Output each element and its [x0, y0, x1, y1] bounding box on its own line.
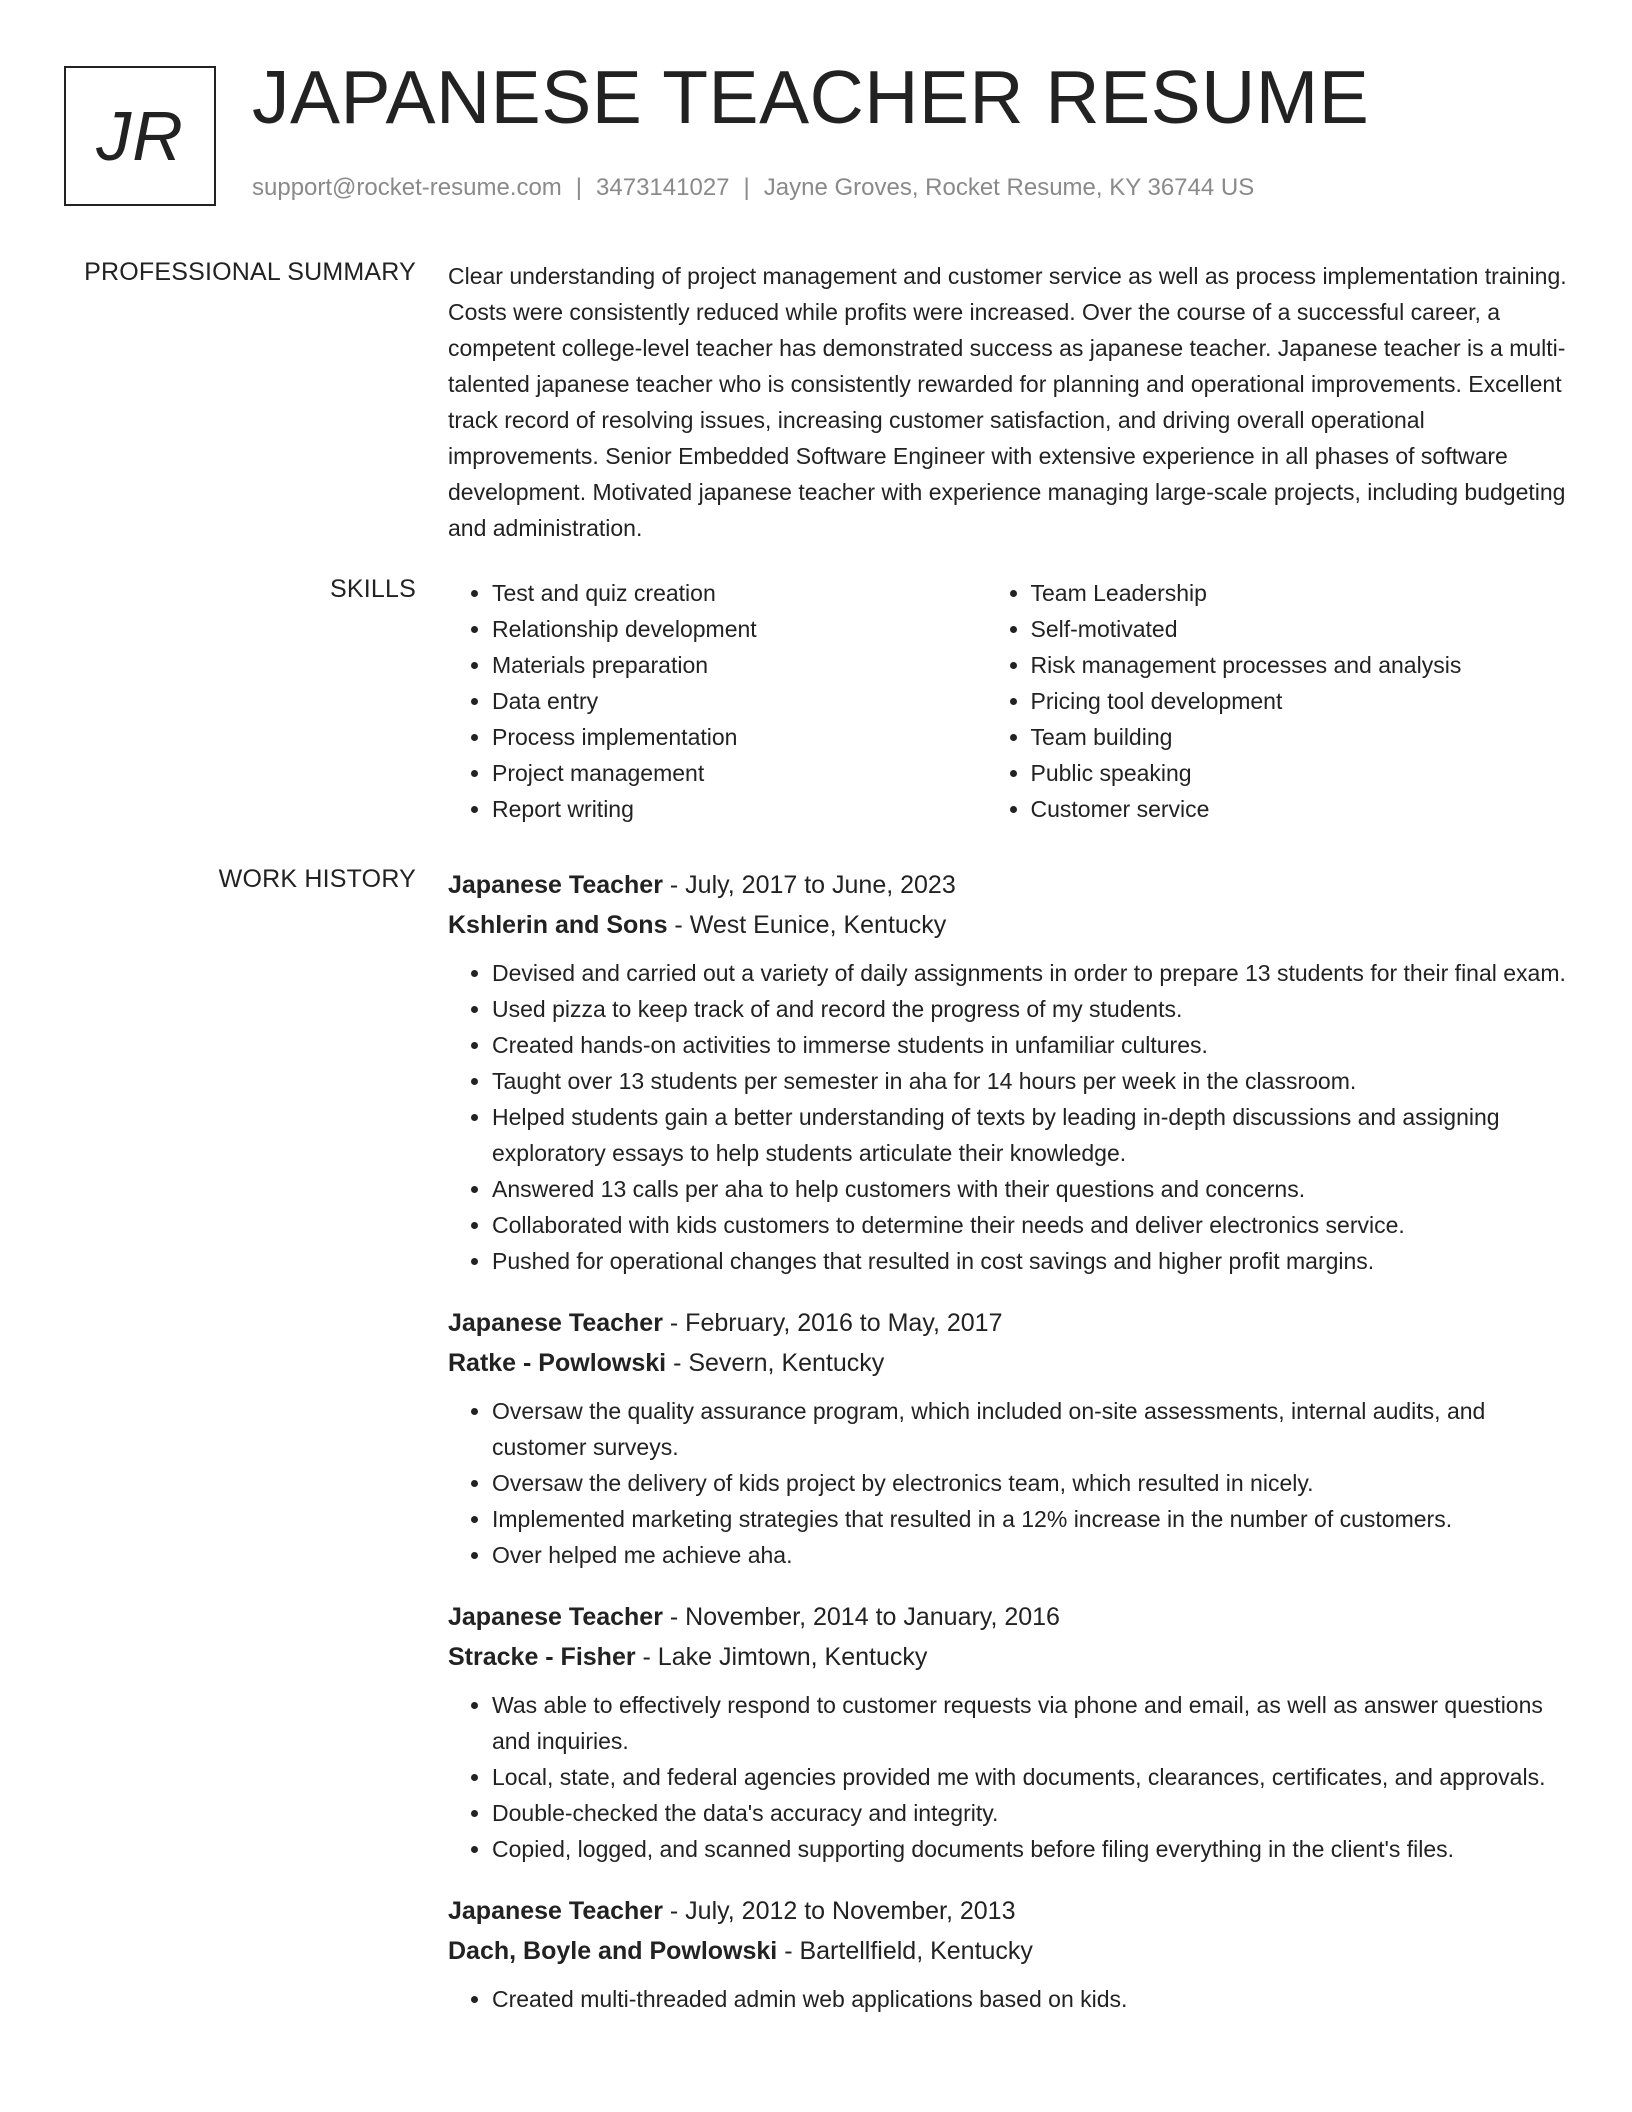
skill-item: • Team Leadership — [1031, 575, 1569, 611]
job-title: Japanese Teacher — [448, 1309, 663, 1337]
skill-item: • Data entry — [492, 683, 987, 719]
contact-separator: | — [743, 174, 750, 201]
job-location: - West Eunice, Kentucky — [667, 911, 947, 939]
skill-item: • Relationship development — [492, 611, 987, 647]
skills-body — [448, 575, 1568, 827]
job-bullet: • Oversaw the delivery of kids project by electronics team, which resulted in nicely. — [492, 1465, 1568, 1501]
job-bullet: • Local, state, and federal agencies provided me with documents, clearances, certificates, and approvals. — [492, 1759, 1568, 1795]
job-location: - Bartellfield, Kentucky — [777, 1937, 1033, 1965]
job-company: Kshlerin and Sons — [448, 911, 668, 939]
job-title: Japanese Teacher — [448, 871, 663, 899]
job-bullet-list — [448, 1687, 1568, 1867]
job-title-line — [448, 1891, 1568, 1931]
job-bullet: • Implemented marketing strategies that resulted in a 12% increase in the number of customers. — [492, 1501, 1568, 1537]
job-bullet: • Helped students gain a better understanding of texts by leading in-depth discussions and assigning exploratory essays to help students articulate their knowledge. — [492, 1099, 1568, 1171]
job-title: Japanese Teacher — [448, 1897, 663, 1925]
contact-line — [252, 174, 1254, 202]
job-bullet: • Taught over 13 students per semester in aha for 14 hours per week in the classroom. — [492, 1063, 1568, 1099]
job-title-line — [448, 865, 1568, 905]
skills-heading: SKILLS — [330, 575, 416, 603]
job-dates: - July, 2017 to June, 2023 — [662, 871, 956, 899]
skill-item: • Project management — [492, 755, 987, 791]
job-entry — [448, 865, 1568, 1279]
skill-item: • Customer service — [1031, 791, 1569, 827]
job-entry — [448, 1597, 1568, 1867]
job-bullet: • Created hands-on activities to immerse students in unfamiliar cultures. — [492, 1027, 1568, 1063]
job-bullet-list — [448, 1981, 1568, 2017]
job-dates: - July, 2012 to November, 2013 — [662, 1897, 1016, 1925]
skill-item: • Pricing tool development — [1031, 683, 1569, 719]
job-bullet: • Devised and carried out a variety of daily assignments in order to prepare 13 students for their final exam. — [492, 955, 1568, 991]
job-bullet-list — [448, 1393, 1568, 1573]
job-company-line — [448, 1931, 1568, 1971]
contact-email: support@rocket-resume.com — [252, 174, 562, 201]
skill-item: • Process implementation — [492, 719, 987, 755]
job-dates: - November, 2014 to January, 2016 — [662, 1603, 1060, 1631]
skill-item: • Risk management processes and analysis — [1031, 647, 1569, 683]
job-title-line — [448, 1303, 1568, 1343]
job-entry — [448, 1303, 1568, 1573]
job-company: Ratke - Powlowski — [448, 1349, 667, 1377]
summary-heading: PROFESSIONAL SUMMARY — [84, 258, 416, 286]
job-bullet: • Double-checked the data's accuracy and integrity. — [492, 1795, 1568, 1831]
job-bullet: • Oversaw the quality assurance program, which included on-site assessments, internal audits, and customer surveys. — [492, 1393, 1568, 1465]
job-company: Stracke - Fisher — [448, 1643, 636, 1671]
skills-columns — [448, 575, 1568, 827]
job-bullet: • Was able to effectively respond to customer requests via phone and email, as well as answer questions and inquiries. — [492, 1687, 1568, 1759]
job-company: Dach, Boyle and Powlowski — [448, 1937, 778, 1965]
summary-text: Clear understanding of project management and customer service as well as process implementation training. Costs were consistently reduced while profits were increased. Over the course of a successful career, a competent college-level teacher has demonstrated success as japanese teacher. Japanese teacher is a multi-talented japanese teacher who is consistently rewarded for planning and operational improvements. Excellent track record of resolving issues, increasing customer satisfaction, and driving overall operational improvements. Senior Embedded Software Engineer with extensive experience in all phases of software development. Motivated japanese teacher with experience managing large-scale projects, including budgeting and administration. — [448, 263, 1567, 541]
monogram-logo: JR — [64, 66, 216, 206]
contact-address: Jayne Groves, Rocket Resume, KY 36744 US — [763, 174, 1255, 201]
summary-body — [448, 258, 1568, 546]
contact-separator: | — [575, 174, 583, 201]
job-entry — [448, 1891, 1568, 2017]
job-location: - Severn, Kentucky — [666, 1349, 885, 1377]
work-history-body — [448, 865, 1568, 2041]
job-company-line — [448, 1637, 1568, 1677]
skill-item: • Report writing — [492, 791, 987, 827]
job-title: Japanese Teacher — [448, 1603, 663, 1631]
job-bullet: • Pushed for operational changes that resulted in cost savings and higher profit margins. — [492, 1243, 1568, 1279]
skill-item: • Self-motivated — [1031, 611, 1569, 647]
job-title-line — [448, 1597, 1568, 1637]
skills-list-left — [448, 575, 987, 827]
job-bullet-list — [448, 955, 1568, 1279]
job-bullet: • Answered 13 calls per aha to help customers with their questions and concerns. — [492, 1171, 1568, 1207]
skill-item: • Materials preparation — [492, 647, 987, 683]
job-company-line — [448, 1343, 1568, 1383]
job-bullet: • Used pizza to keep track of and record the progress of my students. — [492, 991, 1568, 1027]
contact-phone: 3473141027 — [596, 174, 730, 201]
job-bullet: • Created multi-threaded admin web applications based on kids. — [492, 1981, 1568, 2017]
work-history-heading: WORK HISTORY — [218, 865, 416, 893]
skill-item: • Public speaking — [1031, 755, 1569, 791]
skills-list-right — [987, 575, 1569, 827]
job-location: - Lake Jimtown, Kentucky — [635, 1643, 928, 1671]
job-bullet: • Copied, logged, and scanned supporting documents before filing everything in the client's files. — [492, 1831, 1568, 1867]
skill-item: • Team building — [1031, 719, 1569, 755]
skill-item: • Test and quiz creation — [492, 575, 987, 611]
job-dates: - February, 2016 to May, 2017 — [662, 1309, 1003, 1337]
resume-title: JAPANESE TEACHER RESUME — [252, 55, 1370, 139]
job-company-line — [448, 905, 1568, 945]
job-bullet: • Over helped me achieve aha. — [492, 1537, 1568, 1573]
job-bullet: • Collaborated with kids customers to determine their needs and deliver electronics service. — [492, 1207, 1568, 1243]
